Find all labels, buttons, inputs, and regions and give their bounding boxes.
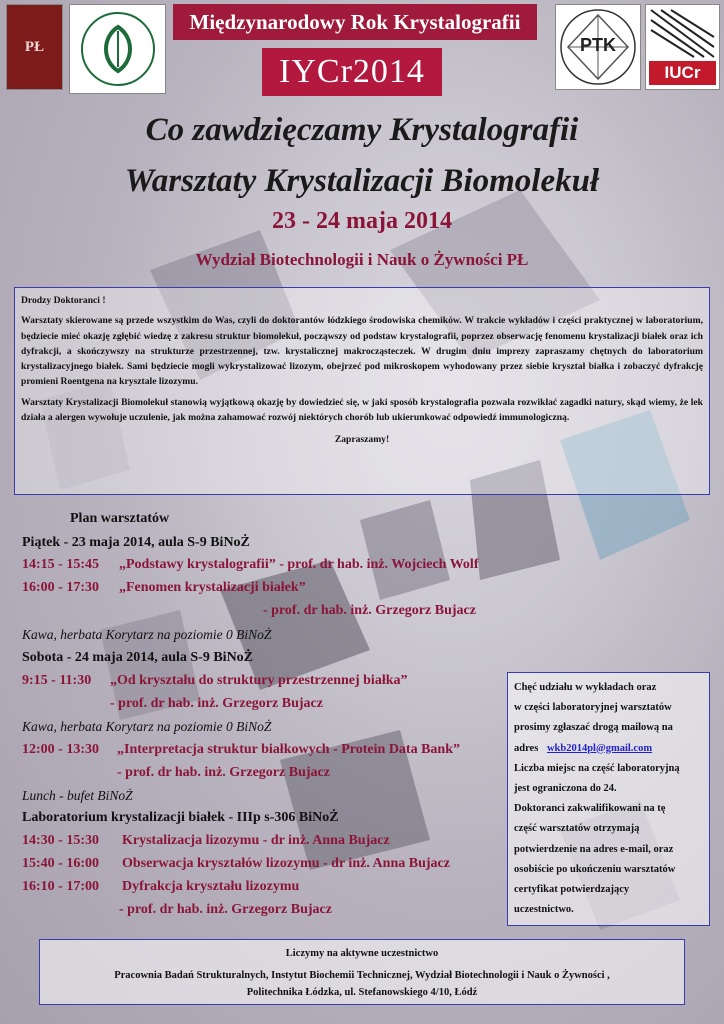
- reg-line-8: część warsztatów otrzymają: [514, 823, 640, 835]
- iycr-logo-text: IYCr2014: [279, 53, 425, 90]
- ptk-logo-text: PTK: [580, 35, 616, 55]
- lab-heading: Laboratorium krystalizacji białek - IIIp s-306 BiNoŻ: [22, 810, 339, 825]
- break2: Kawa, herbata Korytarz na poziomie 0 BiNoŻ: [22, 719, 272, 734]
- intro-paragraph-2: Warsztaty Krystalizacji Biomolekuł stanowią wyjątkową okazję by dowiedzieć się, w jaki sposób krystalografia pozwala rozwikłać zagadki natury, skąd wiemy, że lek działa a alergen wywołuje uczulenie, jak można zahamować rozwój niektórych chorób lub ukierunkować odpowiedź immunologiczną.: [21, 396, 703, 424]
- reg-line-1: Chęć udziału w wykładach oraz: [514, 682, 657, 693]
- subtitle: Warsztaty Krystalizacji Biomolekuł: [124, 163, 600, 199]
- session1-title: „Podstawy krystalografii” - prof. dr hab. inż. Wojciech Wolf: [119, 557, 479, 572]
- pl-logo: [6, 4, 63, 90]
- session2-time: 16:00 - 17:30: [22, 580, 99, 595]
- intro-box: [14, 287, 710, 495]
- leaf-icon: [78, 9, 158, 89]
- pl-logo-text: PŁ: [24, 38, 45, 55]
- session3-speaker: - prof. dr hab. inż. Grzegorz Bujacz: [110, 696, 323, 711]
- reg-line-5: Liczba miejsc na część laboratoryjną: [514, 762, 680, 774]
- banner-text: Międzynarodowy Rok Krystalografii: [189, 9, 521, 34]
- lab2-time: 15:40 - 16:00: [22, 856, 99, 871]
- reg-line-6: jest ograniczona do 24.: [514, 783, 617, 795]
- iucr-pattern-icon: [646, 5, 719, 61]
- session4-speaker: - prof. dr hab. inż. Grzegorz Bujacz: [117, 765, 330, 780]
- event-date: 23 - 24 maja 2014: [272, 208, 452, 234]
- reg-line-2: w części laboratoryjnej warsztatów: [514, 702, 672, 714]
- reg-line-9: potwierdzenie na adres e-mail, oraz: [514, 843, 674, 855]
- reg-line-10: osobiście po ukończeniu warsztatów: [514, 863, 676, 875]
- iucr-label: IUCr: [649, 61, 716, 85]
- session4-time: 12:00 - 13:30: [22, 742, 99, 757]
- plan-heading: Plan warsztatów: [70, 511, 170, 526]
- lab3-time: 16:10 - 17:00: [22, 879, 99, 894]
- lab1-time: 14:30 - 15:30: [22, 833, 99, 848]
- footer-line-1: Liczymy na aktywne uczestnictwo: [285, 948, 439, 959]
- intro-paragraph-1: Warsztaty skierowane są przede wszystkim do Was, czyli do doktorantów łódzkiego środowiska chemików. W trakcie wykładów i części praktycznej w laboratorium, będziecie mieć okazję zgłębić wiedzę z zakresu struktur biomolekuł, począwszy od podstaw krystalografii, poprzez obserwację fenomenu krystalizacji białek oraz ich dyfrakcji, a skończywszy na strukturze przestrzennej, tzw. krystalicznej makrocząsteczek. W drugim dniu imprezy zapraszamy chętnych do laboratorium krystalizacyjnego białek. Sami będziecie mogli wykrystalizować lizozym, obejrzeć pod mikroskopem wyhodowany przez siebie kryształ białka i zobaczyć dyfrakcję promieni Roentgena na krysztale lizozymu.: [21, 315, 703, 388]
- main-title: Co zawdzięczamy Krystalografii: [145, 112, 579, 148]
- year-banner: [173, 4, 537, 40]
- session3-title: „Od kryształu do struktury przestrzennej białka”: [110, 673, 408, 688]
- break1: Kawa, herbata Korytarz na poziomie 0 BiNoŻ: [22, 627, 272, 642]
- day1-heading: Piątek - 23 maja 2014, aula S-9 BiNoŻ: [22, 535, 250, 550]
- footer-box: [39, 939, 685, 1005]
- intro-greeting: Drodzy Doktoranci !: [21, 295, 106, 306]
- session3-time: 9:15 - 11:30: [22, 673, 92, 688]
- reg-line-4: [514, 739, 703, 759]
- lab1-title: Krystalizacja lizozymu - dr inż. Anna Bujacz: [122, 833, 390, 848]
- lunch: Lunch - bufet BiNoŻ: [22, 788, 133, 803]
- lab2-title: Obserwacja kryształów lizozymu - dr inż. Anna Bujacz: [122, 856, 450, 871]
- reg-line-12: uczestnictwo.: [514, 904, 574, 916]
- intro-closing: Zapraszamy!: [334, 434, 390, 446]
- iucr-logo: [645, 4, 720, 90]
- iycr-logo: [262, 48, 442, 96]
- lab3-speaker: - prof. dr hab. inż. Grzegorz Bujacz: [119, 902, 332, 917]
- footer-line-3: Politechnika Łódzka, ul. Stefanowskiego 4/10, Łódź: [246, 987, 478, 998]
- footer-line-2: Pracownia Badań Strukturalnych, Instytut Biochemii Technicznej, Wydział Biotechnologii i Nauk o Żywności ,: [114, 970, 610, 981]
- faculty-name: Wydział Biotechnologii i Nauk o Żywności PŁ: [195, 250, 529, 269]
- lab3-title: Dyfrakcja kryształu lizozymu: [122, 879, 300, 894]
- day2-heading: Sobota - 24 maja 2014, aula S-9 BiNoŻ: [22, 650, 254, 665]
- session2-title: „Fenomen krystalizacji białek”: [119, 580, 306, 595]
- email-link[interactable]: wkb2014pl@gmail.com: [546, 742, 653, 754]
- session1-time: 14:15 - 15:45: [22, 557, 99, 572]
- reg-address-prefix: adres: [514, 742, 539, 754]
- registration-box: [507, 672, 710, 926]
- wbinoz-logo: [69, 4, 166, 94]
- reg-line-3: prosimy zgłaszać drogą mailową na: [514, 722, 673, 734]
- ptk-logo: [555, 4, 641, 90]
- reg-line-11: certyfikat potwierdzający: [514, 884, 630, 896]
- session4-title: „Interpretacja struktur białkowych - Protein Data Bank”: [117, 742, 460, 757]
- session2-speaker: - prof. dr hab. inż. Grzegorz Bujacz: [263, 603, 476, 618]
- reg-line-7: Doktoranci zakwalifikowani na tę: [514, 803, 666, 815]
